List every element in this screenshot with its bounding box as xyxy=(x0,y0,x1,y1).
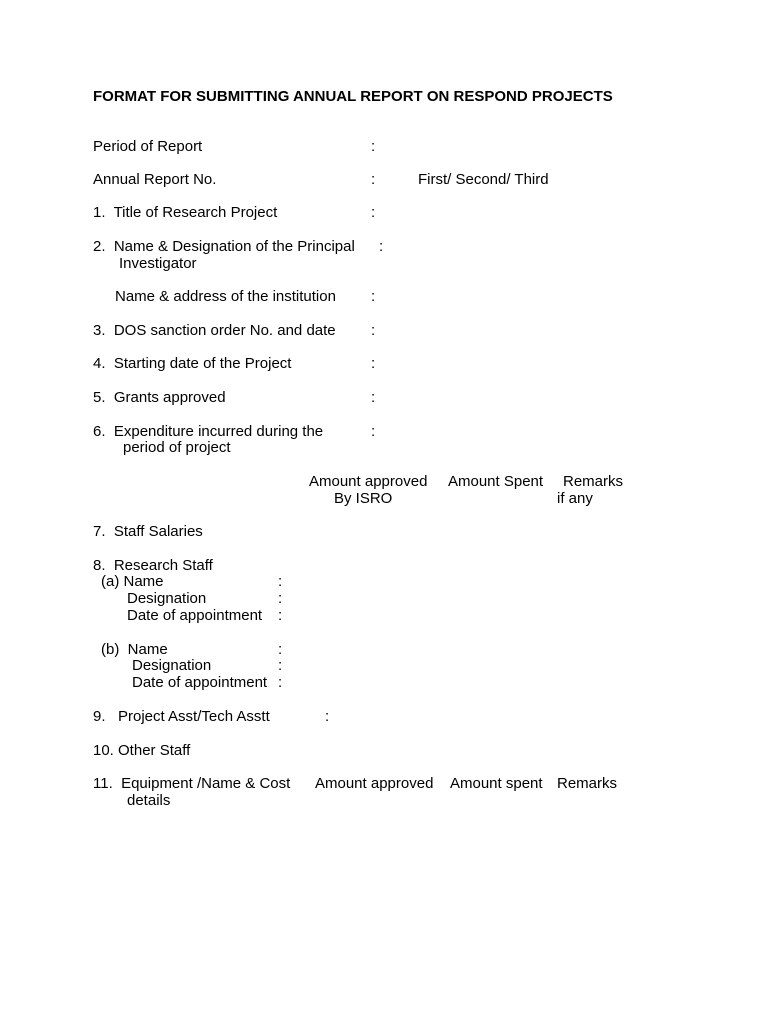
item-11-col-amount-spent: Amount spent xyxy=(450,775,543,792)
item-11-label-line2: details xyxy=(127,792,171,809)
item-6-label-line1: 6. Expenditure incurred during the xyxy=(93,423,324,440)
annual-report-no-value: First/ Second/ Third xyxy=(418,171,549,188)
period-of-report-colon: : xyxy=(371,138,376,155)
item-6-col-amount-spent: Amount Spent xyxy=(448,473,544,490)
item-8a-name-colon: : xyxy=(278,573,283,590)
item-9-colon: : xyxy=(325,708,330,725)
page-title: FORMAT FOR SUBMITTING ANNUAL REPORT ON RESPOND PROJECTS xyxy=(93,88,613,105)
item-8b-date-colon: : xyxy=(278,674,283,691)
item-11-label-line1: 11. Equipment /Name & Cost xyxy=(93,775,291,792)
item-11-col-amount-approved: Amount approved xyxy=(315,775,434,792)
item-7-label: 7. Staff Salaries xyxy=(93,523,203,540)
institution-label: Name & address of the institution xyxy=(115,288,336,305)
item-6-col-if-any: if any xyxy=(557,490,593,507)
item-1-title-label: 1. Title of Research Project xyxy=(93,204,278,221)
item-3-colon: : xyxy=(371,322,376,339)
item-8a-name-label: (a) Name xyxy=(101,573,164,590)
item-8b-name-label: (b) Name xyxy=(101,641,168,658)
item-6-col-amount-approved: Amount approved xyxy=(309,473,428,490)
item-8a-designation-colon: : xyxy=(278,590,283,607)
item-3-label: 3. DOS sanction order No. and date xyxy=(93,322,336,339)
item-8b-date-label: Date of appointment xyxy=(132,674,268,691)
institution-colon: : xyxy=(371,288,376,305)
period-of-report-label: Period of Report xyxy=(93,138,203,155)
item-4-label: 4. Starting date of the Project xyxy=(93,355,292,372)
item-5-colon: : xyxy=(371,389,376,406)
item-6-colon: : xyxy=(371,423,376,440)
item-2-label-line2: Investigator xyxy=(119,255,197,272)
item-11-col-remarks: Remarks xyxy=(557,775,618,792)
item-6-col-by-isro: By ISRO xyxy=(334,490,393,507)
item-8-label: 8. Research Staff xyxy=(93,557,213,574)
item-10-label: 10. Other Staff xyxy=(93,742,191,759)
item-4-colon: : xyxy=(371,355,376,372)
item-6-col-remarks: Remarks xyxy=(563,473,624,490)
item-6-label-line2: period of project xyxy=(123,439,231,456)
item-8b-designation-colon: : xyxy=(278,657,283,674)
item-8a-designation-label: Designation xyxy=(127,590,207,607)
item-8b-name-colon: : xyxy=(278,641,283,658)
item-5-label: 5. Grants approved xyxy=(93,389,226,406)
annual-report-no-label: Annual Report No. xyxy=(93,171,217,188)
item-2-colon: : xyxy=(379,238,384,255)
item-2-label-line1: 2. Name & Designation of the Principal xyxy=(93,238,355,255)
item-1-colon: : xyxy=(371,204,376,221)
item-8a-date-colon: : xyxy=(278,607,283,624)
item-9-label: 9. Project Asst/Tech Asstt xyxy=(93,708,270,725)
annual-report-no-colon: : xyxy=(371,171,376,188)
item-8b-designation-label: Designation xyxy=(132,657,212,674)
item-8a-date-label: Date of appointment xyxy=(127,607,263,624)
